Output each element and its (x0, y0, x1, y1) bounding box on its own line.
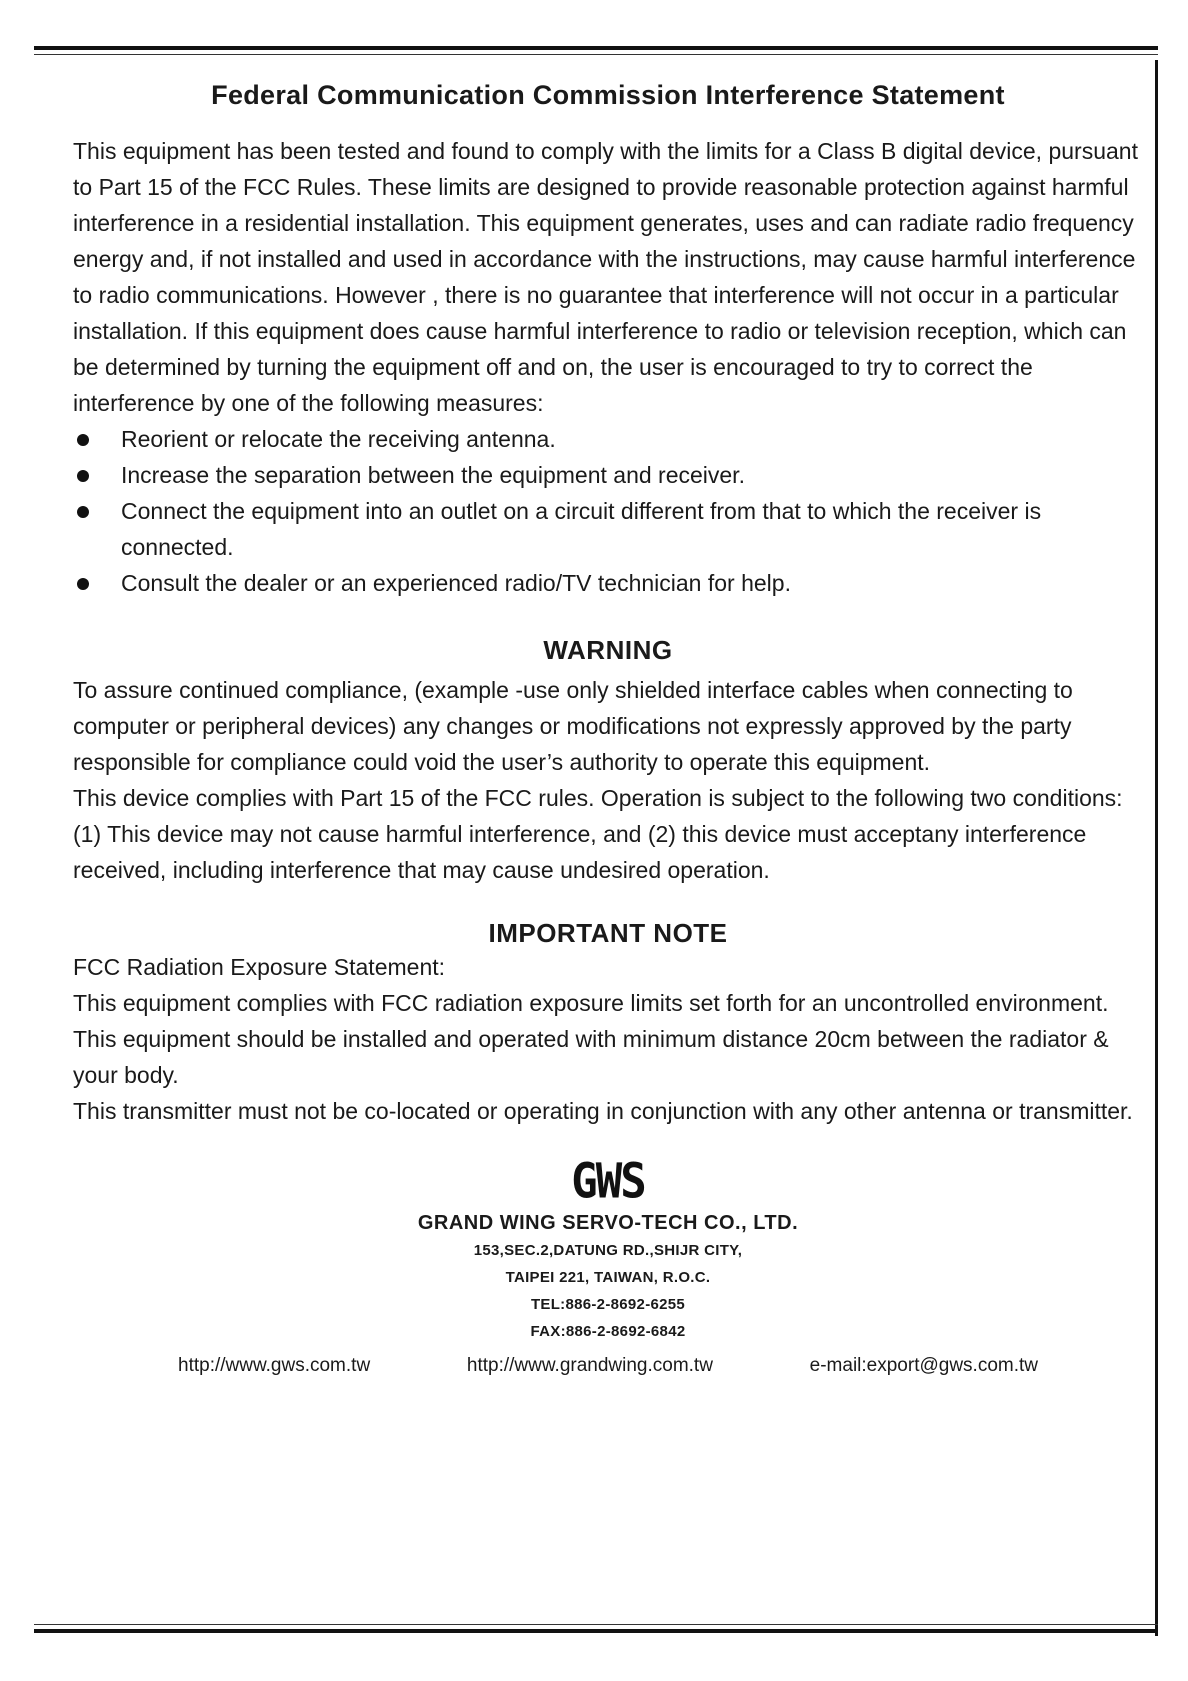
warning-heading: WARNING (543, 635, 673, 665)
document-title: Federal Communication Commission Interference Statement (211, 80, 1005, 110)
note-paragraph-2: This equipment complies with FCC radiation exposure limits set forth for an uncontrolled environment. This equipment should be installed and operated with minimum distance 20cm between the radiator & your body. (73, 990, 1109, 1088)
website-link-grandwing[interactable]: http://www.grandwing.com.tw (466, 1355, 713, 1376)
address-line-1: 153,SEC.2,DATUNG RD.,SHIJR CITY, (473, 1242, 743, 1259)
measures-list (73, 421, 1143, 601)
contact-links (178, 1353, 1038, 1379)
note-paragraph-3: This transmitter must not be co-located or operating in conjunction with any other antenna or transmitter. (73, 1098, 1133, 1124)
list-item: Consult the dealer or an experienced radio/TV technician for help. (73, 565, 1143, 601)
warning-paragraph-1: To assure continued compliance, (example -use only shielded interface cables when connecting to computer or peripheral devices) any changes or modifications not expressly approved by the party responsible for compliance could void the user’s authority to operate this equipment. (73, 677, 1073, 775)
bottom-border (34, 1629, 1158, 1633)
company-footer (73, 1153, 1143, 1379)
warning-paragraph-2: This device complies with Part 15 of the FCC rules. Operation is subject to the following two conditions: (1) This device may not cause harmful interference, and (2) this device must acceptany interference received, including interference that may cause undesired operation. (73, 785, 1123, 883)
intro-paragraph: This equipment has been tested and found to comply with the limits for a Class B digital device, pursuant to Part 15 of the FCC Rules. These limits are designed to provide reasonable protection against harmful interference in a residential installation. This equipment generates, uses and can radiate radio frequency energy and, if not installed and used in accordance with the instructions, may cause harmful interference to radio communications. However , there is no guarantee that interference will not occur in a particular installation. If this equipment does cause harmful interference to radio or television reception, which can be determined by turning the equipment off and on, the user is encouraged to try to correct the interference by one of the following measures: (73, 138, 1138, 416)
right-border (1155, 60, 1158, 1636)
bottom-border-thin (34, 1624, 1158, 1625)
gws-logo: GWS (571, 1153, 645, 1210)
list-item: Increase the separation between the equipment and receiver. (73, 457, 1143, 493)
company-name: GRAND WING SERVO-TECH CO., LTD. (417, 1212, 799, 1234)
email-link[interactable]: e-mail:export@gws.com.tw (809, 1355, 1038, 1376)
address-line-2: TAIPEI 221, TAIWAN, R.O.C. (505, 1269, 711, 1286)
top-border-thin (34, 54, 1158, 55)
telephone: TEL:886-2-8692-6255 (530, 1296, 686, 1313)
website-link-gws[interactable]: http://www.gws.com.tw (178, 1355, 371, 1376)
list-item: Reorient or relocate the receiving antenna. (73, 421, 1143, 457)
note-paragraph-1: FCC Radiation Exposure Statement: (73, 954, 446, 980)
important-note-heading: IMPORTANT NOTE (488, 918, 728, 948)
list-item: Connect the equipment into an outlet on a circuit different from that to which the receiver is connected. (73, 493, 1143, 565)
top-border (34, 46, 1158, 50)
fax: FAX:886-2-8692-6842 (530, 1323, 686, 1340)
document-body (73, 80, 1143, 1379)
